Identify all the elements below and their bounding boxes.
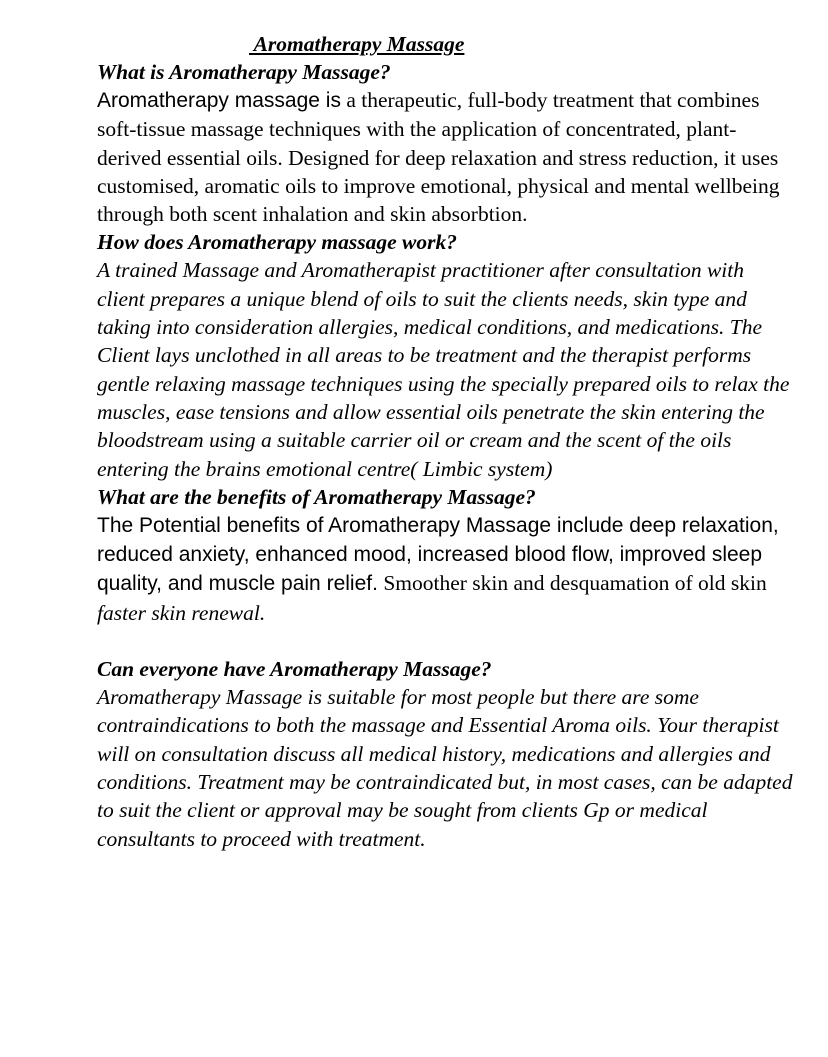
section-heading: How does Aromatherapy massage work? — [97, 230, 457, 255]
section-heading: What are the benefits of Aromatherapy Massage? — [97, 484, 536, 509]
section-how-it-works — [97, 228, 797, 482]
section-what-is — [97, 58, 797, 228]
document-title: Aromatherapy Massage — [249, 32, 465, 56]
section-benefits — [97, 483, 797, 627]
section-heading: What is Aromatherapy Massage? — [97, 60, 391, 84]
body-text: a therapeutic, full-body treatment that combines soft-tissue massage techniques with the application of concentrated, plant-derived essential oils. Designed for deep relaxation and stress reduction, it uses customised, aromatic oils to improve emotional, physical and mental wellbeing through both scent inhalation and skin absorbtion. — [97, 88, 780, 227]
blank-line — [97, 627, 797, 655]
section-body: Aromatherapy Massage is suitable for most people but there are some contraindications to both the massage and Essential Aroma oils. Your therapist will on consultation discuss all medical history, medications and allergies and conditions. Treatment may be contraindicated but, in most cases, can be adapted to suit the client or approval may be sought from clients Gp or medical consultants to proceed with treatment. — [97, 685, 793, 851]
benefits-sans-text: The Potential benefits of Aromatherapy Massage include deep relaxation, reduced anxiety, enhanced mood, increased blood flow, improved sleep quality, and muscle pain relief. — [97, 513, 779, 596]
body-lead-text: Aromatherapy massage is — [97, 89, 341, 112]
section-suitability — [97, 655, 797, 853]
section-body: A trained Massage and Aromatherapist practitioner after consultation with client prepares a unique blend of oils to suit the clients needs, skin type and taking into consideration allergies, medical conditions, and medications. The Client lays unclothed in all areas to be treatment and the therapist performs gentle relaxing massage techniques using the specially prepared oils to relax the muscles, ease tensions and allow essential oils penetrate the skin entering the bloodstream using a suitable carrier oil or cream and the scent of the oils entering the brains emotional centre( Limbic system) — [97, 258, 790, 481]
section-heading: Can everyone have Aromatherapy Massage? — [97, 657, 492, 682]
section-body — [97, 511, 797, 627]
document-page — [97, 30, 797, 853]
benefits-serif-text: Smoother skin and desquamation of old skin — [377, 571, 767, 596]
section-body — [97, 86, 797, 228]
benefits-italic-text: faster skin renewal. — [97, 600, 266, 625]
